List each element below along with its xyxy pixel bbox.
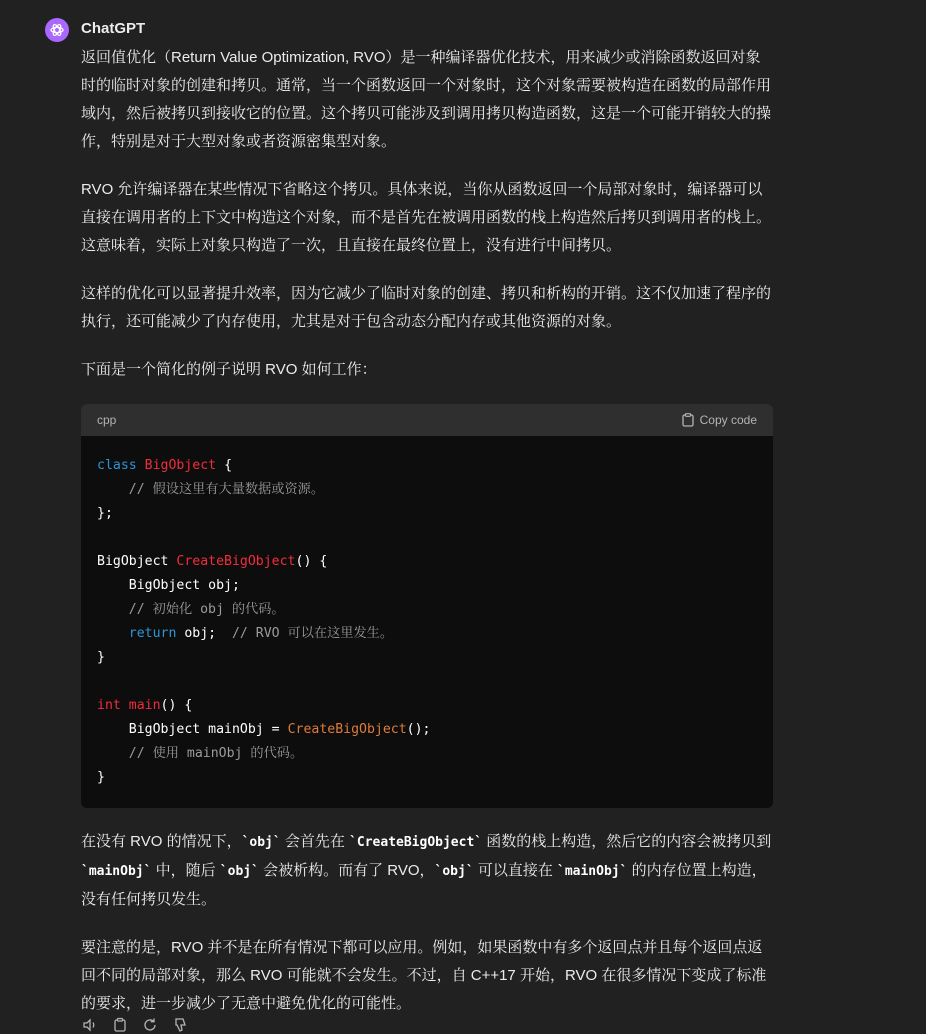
paragraph-6: 要注意的是，RVO 并不是在所有情况下都可以应用。例如，如果函数中有多个返回点并且每个返回点返回不同的局部对象，那么 RVO 可能就不会发生。不过，自 C++17 开始，RVO 在很多情况下变成了标准的要求，进一步减少了无意中避免优化的可能性。 xyxy=(81,939,767,1012)
clipboard-icon xyxy=(682,413,694,427)
code-body xyxy=(81,436,773,808)
code-line-blank xyxy=(97,526,757,550)
message-content xyxy=(81,44,773,1018)
code-line-3: }; xyxy=(97,506,113,521)
copy-message-button[interactable] xyxy=(111,1016,129,1034)
code-header xyxy=(81,404,773,436)
thumbs-down-icon xyxy=(172,1017,188,1033)
thumbs-down-button[interactable] xyxy=(171,1016,189,1034)
code-line-7: // 初始化 obj 的代码。 xyxy=(97,602,285,617)
code-line-6: BigObject obj; xyxy=(97,578,240,593)
paragraph-3: 这样的优化可以显著提升效率，因为它减少了临时对象的创建、拷贝和析构的开销。这不仅加速了程序的执行，还可能减少了内存使用，尤其是对于包含动态分配内存或其他资源的对象。 xyxy=(81,285,772,330)
speaker-icon xyxy=(82,1017,98,1033)
code-line-1: class BigObject { xyxy=(97,458,233,473)
copy-code-label: Copy code xyxy=(699,413,757,427)
author-name: ChatGPT xyxy=(81,20,146,37)
read-aloud-button[interactable] xyxy=(81,1016,99,1034)
code-line-11: int main() { xyxy=(97,698,193,713)
paragraph-5: 在没有 RVO 的情况下，`obj` 会首先在 `CreateBigObject` 函数的栈上构造，然后它的内容会被拷贝到 `mainObj` 中，随后 `obj` 会被析构。而有了 RVO，`obj` 可以直接在 `mainObj` 的内存位置上构造，没有任何拷贝发生。 xyxy=(81,833,772,908)
paragraph-1: 返回值优化（Return Value Optimization, RVO）是一种编译器优化技术，用来减少或消除函数返回对象时的临时对象的创建和拷贝。通常，当一个函数返回一个对象时，这个对象需要被构造在函数的局部作用域内，然后被拷贝到接收它的位置。这个拷贝可能涉及到调用拷贝构造函数，这是一个可能开销较大的操作，特别是对于大型对象或者资源密集型对象。 xyxy=(81,49,772,150)
code-line-blank xyxy=(97,670,757,694)
code-line-8: return obj; // RVO 可以在这里发生。 xyxy=(128,626,394,641)
regenerate-button[interactable] xyxy=(141,1016,159,1034)
code-line-9: } xyxy=(97,650,105,665)
chatgpt-avatar-icon xyxy=(45,18,69,42)
message-actions xyxy=(81,1016,189,1034)
paragraph-4: 下面是一个简化的例子说明 RVO 如何工作： xyxy=(81,361,377,378)
copy-icon xyxy=(112,1017,128,1033)
code-line-12: BigObject mainObj = CreateBigObject(); xyxy=(97,722,431,737)
copy-code-button[interactable] xyxy=(682,413,757,427)
code-block xyxy=(81,404,773,808)
paragraph-2: RVO 允许编译器在某些情况下省略这个拷贝。具体来说，当你从函数返回一个局部对象时，编译器可以直接在调用者的上下文中构造这个对象，而不是首先在被调用函数的栈上构造然后拷贝到调用者的栈上。这意味着，实际上对象只构造了一次，且直接在最终位置上，没有进行中间拷贝。 xyxy=(81,181,772,254)
code-language-label: cpp xyxy=(97,413,117,427)
code-line-14: } xyxy=(97,770,105,785)
code-line-2: // 假设这里有大量数据或资源。 xyxy=(97,482,325,497)
code-line-5: BigObject CreateBigObject() { xyxy=(97,554,328,569)
regenerate-icon xyxy=(142,1017,158,1033)
code-line-13: // 使用 mainObj 的代码。 xyxy=(97,746,304,761)
